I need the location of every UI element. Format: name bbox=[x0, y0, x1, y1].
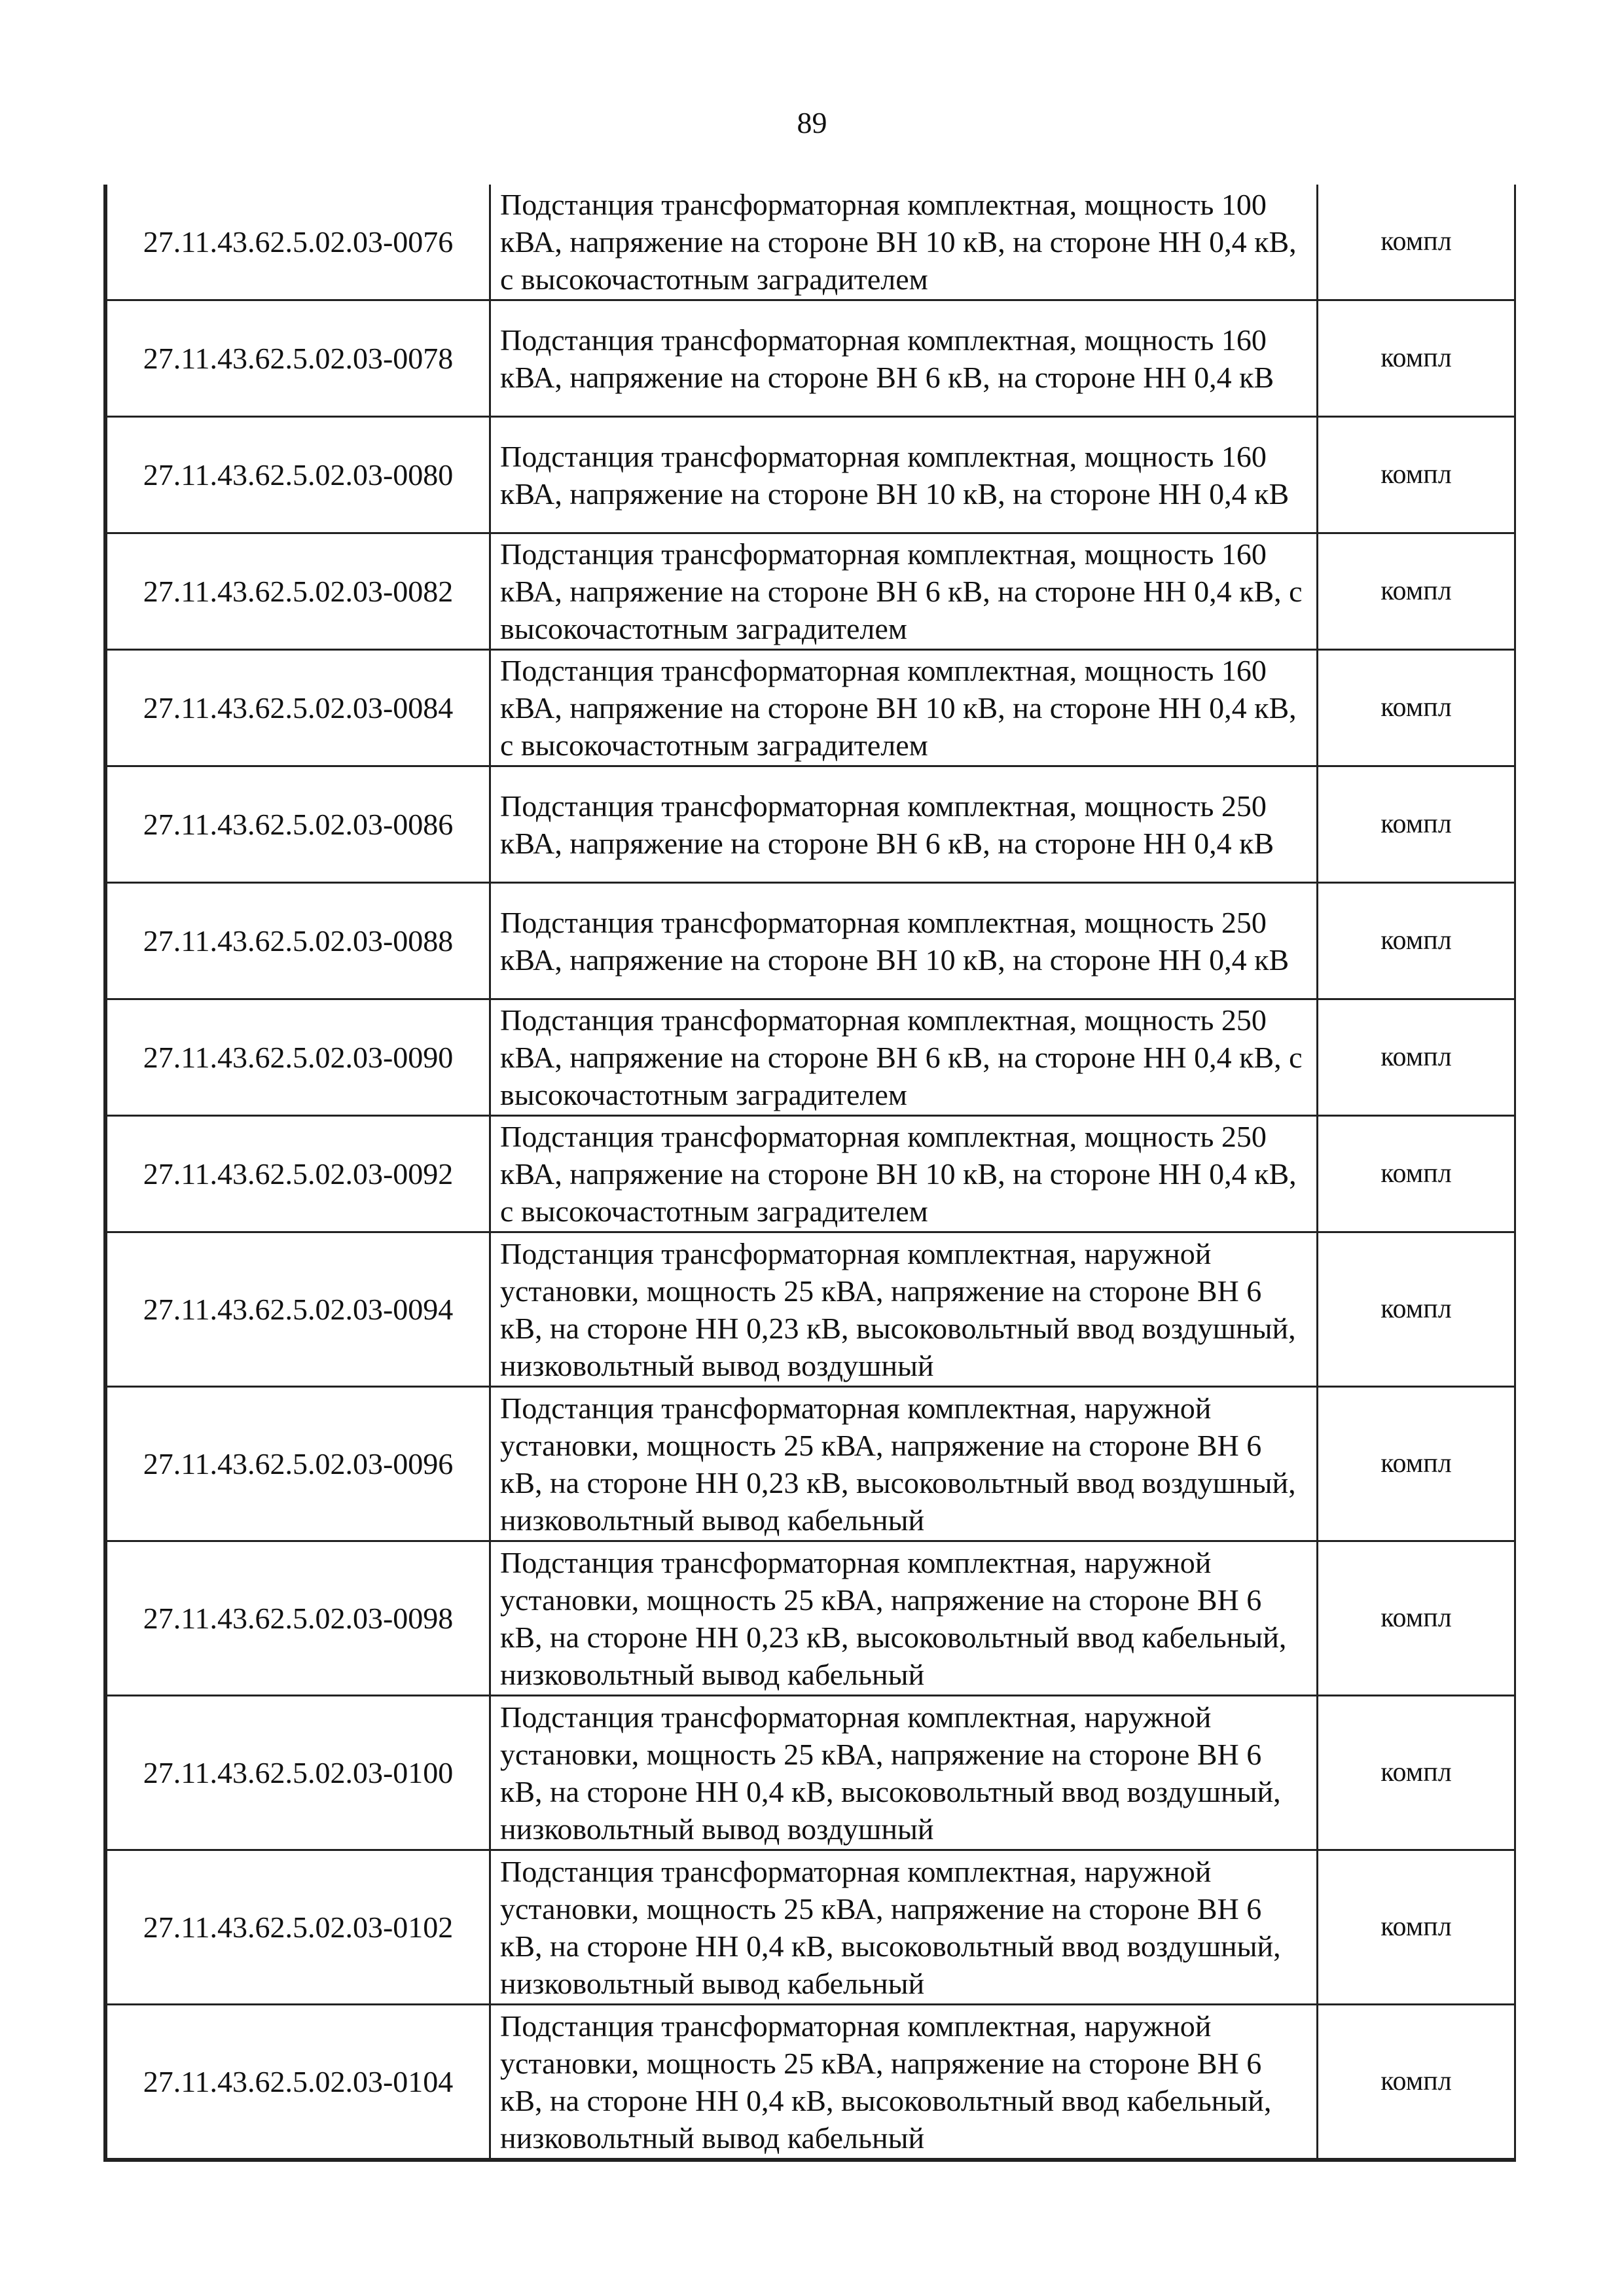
table-row bbox=[107, 300, 1515, 417]
unit-of-measure: компл bbox=[1318, 533, 1515, 650]
resource-name: Подстанция трансформаторная комплектная, наружной установки, мощность 25 кВА, напряжение на стороне ВН 6 кВ, на стороне НН 0,4 кВ, высоковольтный ввод воздушный, низковольтный вывод кабельный bbox=[490, 1850, 1318, 2005]
table-row bbox=[107, 999, 1515, 1116]
table-row bbox=[107, 417, 1515, 533]
resource-code: 27.11.43.62.5.02.03-0084 bbox=[107, 650, 490, 766]
resource-code: 27.11.43.62.5.02.03-0100 bbox=[107, 1696, 490, 1850]
unit-of-measure: компл bbox=[1318, 883, 1515, 999]
resource-name: Подстанция трансформаторная комплектная, мощность 250 кВА, напряжение на стороне ВН 6 кВ, на стороне НН 0,4 кВ, с высокочастотным заградителем bbox=[490, 999, 1318, 1116]
table-row bbox=[107, 766, 1515, 883]
resource-code: 27.11.43.62.5.02.03-0096 bbox=[107, 1387, 490, 1541]
resource-code: 27.11.43.62.5.02.03-0078 bbox=[107, 300, 490, 417]
resource-code: 27.11.43.62.5.02.03-0104 bbox=[107, 2005, 490, 2159]
table-row bbox=[107, 2005, 1515, 2159]
unit-of-measure: компл bbox=[1318, 999, 1515, 1116]
unit-of-measure: компл bbox=[1318, 1850, 1515, 2005]
unit-of-measure: компл bbox=[1318, 1696, 1515, 1850]
resource-code: 27.11.43.62.5.02.03-0088 bbox=[107, 883, 490, 999]
unit-of-measure: компл bbox=[1318, 1116, 1515, 1232]
resource-code: 27.11.43.62.5.02.03-0102 bbox=[107, 1850, 490, 2005]
resource-code: 27.11.43.62.5.02.03-0094 bbox=[107, 1232, 490, 1387]
resource-name: Подстанция трансформаторная комплектная, мощность 250 кВА, напряжение на стороне ВН 10 кВ, на стороне НН 0,4 кВ bbox=[490, 883, 1318, 999]
unit-of-measure: компл bbox=[1318, 1232, 1515, 1387]
table-row bbox=[107, 650, 1515, 766]
table-row bbox=[107, 1387, 1515, 1541]
resource-name: Подстанция трансформаторная комплектная, мощность 100 кВА, напряжение на стороне ВН 10 кВ, на стороне НН 0,4 кВ, с высокочастотным заградителем bbox=[490, 185, 1318, 300]
table-row bbox=[107, 883, 1515, 999]
unit-of-measure: компл bbox=[1318, 1541, 1515, 1696]
table-row bbox=[107, 1696, 1515, 1850]
resource-name: Подстанция трансформаторная комплектная, мощность 250 кВА, напряжение на стороне ВН 10 кВ, на стороне НН 0,4 кВ, с высокочастотным заградителем bbox=[490, 1116, 1318, 1232]
resource-name: Подстанция трансформаторная комплектная, наружной установки, мощность 25 кВА, напряжение на стороне ВН 6 кВ, на стороне НН 0,23 кВ, высоковольтный ввод воздушный, низковольтный вывод кабельный bbox=[490, 1387, 1318, 1541]
resource-name: Подстанция трансформаторная комплектная, наружной установки, мощность 25 кВА, напряжение на стороне ВН 6 кВ, на стороне НН 0,4 кВ, высоковольтный ввод воздушный, низковольтный вывод воздушный bbox=[490, 1696, 1318, 1850]
unit-of-measure: компл bbox=[1318, 417, 1515, 533]
resource-name: Подстанция трансформаторная комплектная, мощность 250 кВА, напряжение на стороне ВН 6 кВ, на стороне НН 0,4 кВ bbox=[490, 766, 1318, 883]
resource-code: 27.11.43.62.5.02.03-0082 bbox=[107, 533, 490, 650]
table-row bbox=[107, 1232, 1515, 1387]
unit-of-measure: компл bbox=[1318, 766, 1515, 883]
resource-name: Подстанция трансформаторная комплектная, мощность 160 кВА, напряжение на стороне ВН 10 кВ, на стороне НН 0,4 кВ bbox=[490, 417, 1318, 533]
page-number: 89 bbox=[797, 106, 827, 139]
price-table bbox=[103, 185, 1516, 2162]
resource-name: Подстанция трансформаторная комплектная, наружной установки, мощность 25 кВА, напряжение на стороне ВН 6 кВ, на стороне НН 0,23 кВ, высоковольтный ввод кабельный, низковольтный вывод кабельный bbox=[490, 1541, 1318, 1696]
unit-of-measure: компл bbox=[1318, 650, 1515, 766]
resource-code: 27.11.43.62.5.02.03-0098 bbox=[107, 1541, 490, 1696]
table-row bbox=[107, 533, 1515, 650]
resource-name: Подстанция трансформаторная комплектная, наружной установки, мощность 25 кВА, напряжение на стороне ВН 6 кВ, на стороне НН 0,23 кВ, высоковольтный ввод воздушный, низковольтный вывод воздушный bbox=[490, 1232, 1318, 1387]
price-table-grid bbox=[105, 185, 1516, 2160]
resource-name: Подстанция трансформаторная комплектная, мощность 160 кВА, напряжение на стороне ВН 6 кВ, на стороне НН 0,4 кВ, с высокочастотным заградителем bbox=[490, 533, 1318, 650]
resource-code: 27.11.43.62.5.02.03-0086 bbox=[107, 766, 490, 883]
resource-code: 27.11.43.62.5.02.03-0090 bbox=[107, 999, 490, 1116]
resource-code: 27.11.43.62.5.02.03-0076 bbox=[107, 185, 490, 300]
resource-code: 27.11.43.62.5.02.03-0092 bbox=[107, 1116, 490, 1232]
table-row bbox=[107, 1541, 1515, 1696]
table-row bbox=[107, 1116, 1515, 1232]
table-row bbox=[107, 185, 1515, 300]
resource-code: 27.11.43.62.5.02.03-0080 bbox=[107, 417, 490, 533]
resource-name: Подстанция трансформаторная комплектная, мощность 160 кВА, напряжение на стороне ВН 6 кВ, на стороне НН 0,4 кВ bbox=[490, 300, 1318, 417]
unit-of-measure: компл bbox=[1318, 300, 1515, 417]
resource-name: Подстанция трансформаторная комплектная, наружной установки, мощность 25 кВА, напряжение на стороне ВН 6 кВ, на стороне НН 0,4 кВ, высоковольтный ввод кабельный, низковольтный вывод кабельный bbox=[490, 2005, 1318, 2159]
unit-of-measure: компл bbox=[1318, 1387, 1515, 1541]
resource-name: Подстанция трансформаторная комплектная, мощность 160 кВА, напряжение на стороне ВН 10 кВ, на стороне НН 0,4 кВ, с высокочастотным заградителем bbox=[490, 650, 1318, 766]
table-row bbox=[107, 1850, 1515, 2005]
unit-of-measure: компл bbox=[1318, 2005, 1515, 2159]
unit-of-measure: компл bbox=[1318, 185, 1515, 300]
